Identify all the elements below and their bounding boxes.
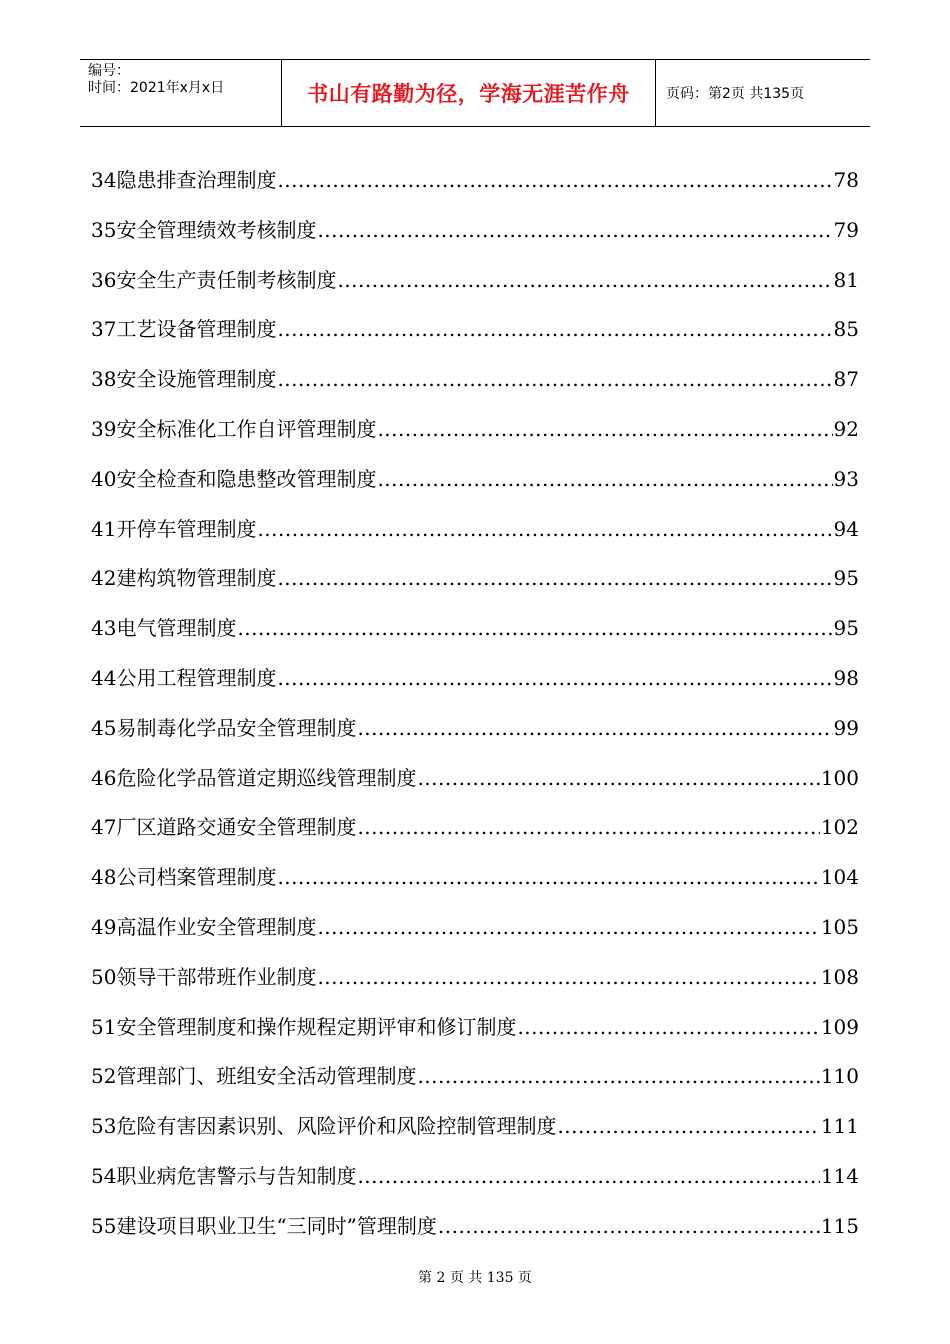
toc-entry-number: 54: [91, 1163, 117, 1188]
toc-entry[interactable]: [91, 1109, 859, 1159]
toc-dot-leader: [317, 910, 819, 944]
toc-entry-page: 87: [833, 367, 859, 392]
toc-entry-number: 36: [91, 267, 117, 292]
toc-entry-page: 114: [820, 1163, 859, 1188]
toc-entry[interactable]: [91, 462, 859, 512]
toc-entry[interactable]: [91, 661, 859, 711]
toc-entry-title: 安全设施管理制度: [116, 367, 277, 392]
toc-entry[interactable]: [91, 312, 859, 362]
toc-entry-title: 隐患排查治理制度: [116, 168, 277, 192]
toc-entry-page: 99: [833, 715, 859, 740]
toc-entry-title: 公司档案管理制度: [116, 865, 277, 890]
toc-entry-number: 52: [91, 1064, 117, 1089]
toc-entry-page: 104: [820, 865, 859, 890]
toc-dot-leader: [357, 810, 819, 844]
toc-entry-number: 35: [91, 217, 117, 242]
toc-dot-leader: [377, 412, 832, 446]
toc-entry-page: 109: [820, 1014, 859, 1039]
toc-entry-number: 43: [91, 616, 117, 641]
toc-entry-title: 安全管理制度和操作规程定期评审和修订制度: [116, 1014, 517, 1039]
toc-dot-leader: [277, 561, 832, 595]
toc-dot-leader: [277, 661, 832, 695]
toc-entry-number: 48: [91, 865, 117, 890]
toc-entry-page: 94: [833, 516, 859, 541]
toc-dot-leader: [557, 1109, 819, 1143]
table-of-contents: [91, 163, 859, 1259]
toc-entry-number: 53: [91, 1114, 117, 1139]
toc-entry-page: 93: [833, 466, 859, 491]
toc-entry-title: 厂区道路交通安全管理制度: [116, 815, 357, 840]
toc-entry-title: 高温作业安全管理制度: [116, 914, 317, 939]
toc-entry-number: 47: [91, 815, 117, 840]
toc-entry-page: 105: [820, 914, 859, 939]
toc-entry-number: 55: [91, 1213, 117, 1238]
toc-entry[interactable]: [91, 810, 859, 860]
toc-entry-number: 44: [91, 665, 117, 690]
toc-entry[interactable]: [91, 561, 859, 611]
toc-dot-leader: [417, 1059, 819, 1093]
toc-dot-leader: [417, 761, 819, 795]
toc-entry-page: 92: [833, 416, 859, 441]
toc-entry-page: 85: [833, 317, 859, 342]
toc-entry-title: 安全标准化工作自评管理制度: [116, 416, 377, 441]
toc-entry-title: 易制毒化学品安全管理制度: [116, 715, 357, 740]
toc-entry-title: 安全管理绩效考核制度: [116, 217, 317, 242]
toc-entry-page: 98: [833, 665, 859, 690]
toc-entry[interactable]: [91, 711, 859, 761]
toc-entry-page: 79: [833, 217, 859, 242]
document-number-label: 编号：: [88, 63, 130, 79]
toc-entry-title: 危险化学品管道定期巡线管理制度: [116, 765, 417, 790]
toc-dot-leader: [257, 512, 832, 546]
toc-entry-title: 工艺设备管理制度: [116, 317, 277, 342]
toc-dot-leader: [337, 263, 832, 297]
page-footer: 第 2 页 共 135 页: [418, 1270, 532, 1286]
toc-entry[interactable]: [91, 611, 859, 661]
toc-entry-title: 安全检查和隐患整改管理制度: [116, 466, 377, 491]
toc-entry-title: 领导干部带班作业制度: [116, 964, 317, 989]
toc-entry-number: 50: [91, 964, 117, 989]
toc-dot-leader: [377, 462, 832, 496]
document-time: 时间：2021年x月x日: [88, 80, 225, 96]
toc-entry-title: 安全生产责任制考核制度: [116, 267, 337, 292]
toc-entry[interactable]: [91, 512, 859, 562]
toc-entry-page: 110: [820, 1064, 859, 1089]
toc-entry[interactable]: [91, 1209, 859, 1259]
toc-entry-number: 37: [91, 317, 117, 342]
toc-dot-leader: [317, 960, 819, 994]
toc-entry[interactable]: [91, 163, 859, 213]
header-meta: [80, 60, 282, 126]
toc-dot-leader: [357, 1159, 819, 1193]
toc-entry[interactable]: [91, 263, 859, 313]
toc-entry-number: 51: [91, 1014, 117, 1039]
toc-entry[interactable]: [91, 362, 859, 412]
toc-entry-title: 管理部门、班组安全活动管理制度: [116, 1064, 417, 1089]
toc-entry-page: 115: [820, 1213, 859, 1238]
toc-entry-title: 电气管理制度: [116, 616, 237, 641]
toc-entry-page: 111: [820, 1114, 859, 1139]
toc-entry-number: 40: [91, 466, 117, 491]
toc-entry-page: 108: [820, 964, 859, 989]
toc-entry[interactable]: [91, 1159, 859, 1209]
toc-entry-page: 95: [833, 616, 859, 641]
toc-dot-leader: [438, 1209, 820, 1243]
toc-entry-title: 职业病危害警示与告知制度: [116, 1163, 357, 1188]
toc-entry[interactable]: [91, 761, 859, 811]
toc-dot-leader: [237, 611, 832, 645]
toc-entry[interactable]: [91, 412, 859, 462]
header-slogan: 书山有路勤为径，学海无涯苦作舟: [282, 60, 656, 126]
toc-entry-title: 建构筑物管理制度: [116, 566, 277, 591]
toc-entry-number: 41: [91, 516, 117, 541]
toc-entry-title: 危险有害因素识别、风险评价和风险控制管理制度: [116, 1114, 557, 1139]
toc-entry-page: 100: [820, 765, 859, 790]
toc-entry-page: 102: [820, 815, 859, 840]
toc-entry-number: 46: [91, 765, 117, 790]
toc-dot-leader: [517, 1010, 819, 1044]
toc-entry-number: 39: [91, 416, 117, 441]
page-header: [80, 59, 870, 127]
toc-entry[interactable]: [91, 1059, 859, 1109]
toc-entry-number: 34: [91, 168, 117, 192]
toc-entry[interactable]: [91, 1010, 859, 1060]
toc-dot-leader: [317, 213, 832, 247]
toc-entry-title: 公用工程管理制度: [116, 665, 277, 690]
header-page-info: 页码：第2页 共135页: [666, 86, 805, 102]
toc-entry-title: 建设项目职业卫生“三同时”管理制度: [116, 1213, 437, 1238]
toc-dot-leader: [357, 711, 832, 745]
toc-entry-number: 42: [91, 566, 117, 591]
toc-entry[interactable]: [91, 910, 859, 960]
toc-entry-page: 78: [833, 168, 859, 192]
toc-entry[interactable]: [91, 860, 859, 910]
toc-entry-title: 开停车管理制度: [116, 516, 257, 541]
toc-entry-page: 95: [833, 566, 859, 591]
toc-entry-number: 38: [91, 367, 117, 392]
toc-dot-leader: [277, 860, 819, 894]
toc-entry-number: 45: [91, 715, 117, 740]
toc-entry-page: 81: [833, 267, 859, 292]
toc-dot-leader: [277, 362, 832, 396]
toc-entry[interactable]: [91, 213, 859, 263]
toc-entry[interactable]: [91, 960, 859, 1010]
toc-dot-leader: [277, 163, 832, 197]
toc-entry-number: 49: [91, 914, 117, 939]
toc-dot-leader: [277, 312, 832, 346]
